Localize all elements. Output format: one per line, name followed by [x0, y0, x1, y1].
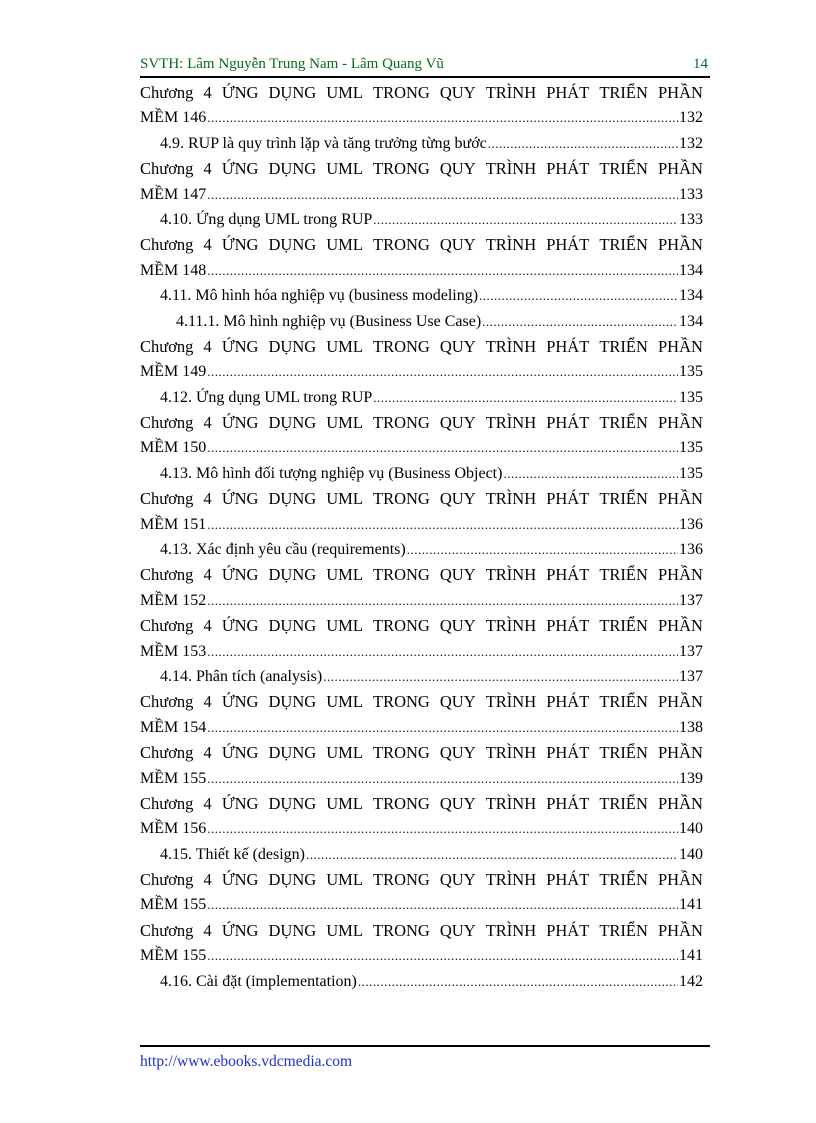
- toc-chapter-word: TRONG: [372, 159, 430, 179]
- toc-section-entry[interactable]: [140, 461, 703, 486]
- toc-page-number: 136: [679, 515, 703, 533]
- toc-chapter-word: TRÌNH: [485, 870, 537, 890]
- toc-chapter-word: PHÁT: [546, 870, 590, 890]
- header-author: SVTH: Lâm Nguyễn Trung Nam - Lâm Quang Vũ: [140, 56, 444, 72]
- toc-chapter-word: PHẦN: [657, 793, 703, 813]
- toc-chapter-word: QUY: [439, 336, 476, 356]
- toc-chapter-word: QUY: [439, 413, 476, 433]
- toc-chapter-word: DỤNG: [268, 870, 317, 890]
- toc-chapter-title: [140, 232, 703, 257]
- toc-chapter-word: TRÌNH: [485, 565, 537, 585]
- toc-chapter-word: 4: [203, 870, 212, 890]
- toc-dot-leader: [207, 435, 678, 460]
- toc-dot-leader: [323, 664, 678, 689]
- toc-chapter-word: PHẦN: [657, 920, 703, 940]
- toc-chapter-entry[interactable]: [140, 791, 703, 842]
- footer-divider: [140, 1045, 710, 1047]
- toc-chapter-continuation: MỀM 152: [140, 591, 207, 609]
- toc-page-number: 135: [679, 388, 703, 406]
- toc-chapter-word: TRIỂN: [599, 489, 648, 509]
- toc-chapter-word: Chương: [140, 565, 194, 585]
- toc-chapter-word: PHẦN: [657, 870, 703, 890]
- toc-chapter-word: 4: [203, 159, 212, 179]
- toc-chapter-word: UML: [326, 870, 363, 890]
- toc-dot-leader: [207, 512, 678, 537]
- toc-chapter-word: PHÁT: [546, 565, 590, 585]
- toc-page-number: 135: [679, 363, 703, 381]
- toc-chapter-entry[interactable]: [140, 689, 703, 740]
- toc-chapter-word: PHẦN: [657, 692, 703, 712]
- toc-chapter-word: Chương: [140, 159, 194, 179]
- page-header: [140, 56, 710, 76]
- toc-page-number: 132: [679, 134, 703, 152]
- toc-chapter-word: DỤNG: [268, 743, 317, 763]
- toc-chapter-word: PHẦN: [657, 235, 703, 255]
- toc-chapter-entry[interactable]: [140, 486, 703, 537]
- toc-chapter-continuation: MỀM 146: [140, 109, 207, 127]
- toc-section-entry[interactable]: [140, 283, 703, 308]
- toc-dot-leader: [207, 588, 678, 613]
- toc-chapter-word: DỤNG: [268, 159, 317, 179]
- toc-dot-leader: [207, 182, 678, 207]
- toc-chapter-word: TRONG: [372, 616, 430, 636]
- toc-chapter-word: TRONG: [372, 743, 430, 763]
- toc-dot-leader: [207, 816, 678, 841]
- toc-chapter-word: UML: [326, 692, 363, 712]
- toc-chapter-title: [140, 562, 703, 587]
- toc-chapter-word: 4: [203, 235, 212, 255]
- toc-chapter-title: [140, 156, 703, 181]
- toc-chapter-word: Chương: [140, 692, 194, 712]
- toc-dot-leader: [207, 943, 678, 968]
- toc-chapter-word: PHÁT: [546, 692, 590, 712]
- toc-chapter-title: [140, 791, 703, 816]
- toc-page-number: 133: [679, 185, 703, 203]
- toc-chapter-word: QUY: [439, 692, 476, 712]
- toc-dot-leader: [207, 893, 678, 918]
- toc-section-entry[interactable]: [140, 664, 703, 689]
- toc-chapter-word: TRIỂN: [599, 743, 648, 763]
- toc-page-number: 141: [679, 896, 703, 914]
- toc-chapter-word: ỨNG: [221, 692, 259, 712]
- toc-chapter-continuation: MỀM 156: [140, 820, 207, 838]
- toc-chapter-word: 4: [203, 616, 212, 636]
- toc-chapter-word: PHÁT: [546, 159, 590, 179]
- toc-chapter-word: TRIỂN: [599, 793, 648, 813]
- toc-chapter-word: ỨNG: [221, 159, 259, 179]
- toc-chapter-word: TRONG: [372, 565, 430, 585]
- toc-chapter-continuation: MỀM 151: [140, 515, 207, 533]
- toc-chapter-word: Chương: [140, 793, 194, 813]
- toc-page-number: 136: [679, 541, 703, 559]
- toc-chapter-word: QUY: [439, 235, 476, 255]
- toc-chapter-word: ỨNG: [221, 616, 259, 636]
- toc-section-title: 4.10. Ứng dụng UML trong RUP: [160, 210, 373, 228]
- toc-chapter-title: [140, 689, 703, 714]
- table-of-contents: [140, 80, 703, 994]
- toc-page-number: 135: [679, 464, 703, 482]
- toc-page-number: 135: [679, 439, 703, 457]
- toc-chapter-word: 4: [203, 793, 212, 813]
- toc-chapter-word: Chương: [140, 336, 194, 356]
- toc-chapter-word: PHẦN: [657, 413, 703, 433]
- toc-dot-leader: [207, 766, 678, 791]
- toc-chapter-word: QUY: [439, 489, 476, 509]
- toc-chapter-word: TRÌNH: [485, 489, 537, 509]
- toc-chapter-entry[interactable]: [140, 232, 703, 283]
- toc-page-number: 140: [679, 820, 703, 838]
- toc-chapter-entry[interactable]: [140, 918, 703, 969]
- toc-chapter-word: PHÁT: [546, 489, 590, 509]
- toc-chapter-word: Chương: [140, 489, 194, 509]
- toc-chapter-entry[interactable]: [140, 562, 703, 613]
- toc-chapter-continuation: MỀM 153: [140, 642, 207, 660]
- toc-chapter-word: 4: [203, 692, 212, 712]
- toc-section-title: 4.14. Phân tích (analysis): [160, 667, 323, 685]
- toc-chapter-word: TRÌNH: [485, 83, 537, 102]
- toc-chapter-title: [140, 486, 703, 511]
- toc-dot-leader: [358, 969, 678, 994]
- toc-chapter-word: QUY: [439, 793, 476, 813]
- toc-chapter-word: TRONG: [372, 793, 430, 813]
- toc-chapter-word: ỨNG: [221, 920, 259, 940]
- toc-chapter-entry[interactable]: [140, 867, 703, 918]
- toc-chapter-word: DỤNG: [268, 793, 317, 813]
- toc-chapter-continuation: MỀM 150: [140, 439, 207, 457]
- toc-section-title: 4.13. Mô hình đối tượng nghiệp vụ (Business Object): [160, 464, 503, 482]
- toc-chapter-word: QUY: [439, 159, 476, 179]
- toc-chapter-word: TRÌNH: [485, 235, 537, 255]
- toc-chapter-word: TRIỂN: [599, 920, 648, 940]
- toc-chapter-word: ỨNG: [221, 83, 259, 102]
- toc-chapter-entry[interactable]: [140, 613, 703, 664]
- toc-chapter-word: ỨNG: [221, 235, 259, 255]
- toc-chapter-word: QUY: [439, 565, 476, 585]
- toc-chapter-word: PHẦN: [657, 743, 703, 763]
- toc-chapter-continuation: MỀM 148: [140, 261, 207, 279]
- toc-chapter-word: TRÌNH: [485, 692, 537, 712]
- toc-section-title: 4.12. Ứng dụng UML trong RUP: [160, 388, 373, 406]
- toc-chapter-word: DỤNG: [268, 336, 317, 356]
- toc-chapter-word: DỤNG: [268, 489, 317, 509]
- toc-dot-leader: [207, 359, 678, 384]
- toc-chapter-word: TRIỂN: [599, 692, 648, 712]
- toc-chapter-word: DỤNG: [268, 920, 317, 940]
- toc-chapter-word: 4: [203, 489, 212, 509]
- toc-chapter-word: ỨNG: [221, 413, 259, 433]
- toc-chapter-word: PHẦN: [657, 565, 703, 585]
- toc-chapter-word: ỨNG: [221, 489, 259, 509]
- toc-chapter-word: UML: [326, 489, 363, 509]
- toc-chapter-word: DỤNG: [268, 616, 317, 636]
- toc-section-entry[interactable]: [140, 385, 703, 410]
- toc-page-number: 133: [679, 210, 703, 228]
- toc-chapter-word: PHÁT: [546, 336, 590, 356]
- toc-page-number: 137: [679, 591, 703, 609]
- toc-chapter-title: [140, 613, 703, 638]
- toc-dot-leader: [482, 309, 678, 334]
- toc-chapter-word: TRÌNH: [485, 413, 537, 433]
- toc-section-title: 4.13. Xác định yêu cầu (requirements): [160, 541, 406, 559]
- toc-chapter-word: TRÌNH: [485, 743, 537, 763]
- toc-chapter-title: [140, 334, 703, 359]
- toc-chapter-word: TRIỂN: [599, 616, 648, 636]
- toc-chapter-word: TRONG: [372, 83, 430, 102]
- toc-chapter-word: Chương: [140, 235, 194, 255]
- toc-chapter-word: TRONG: [372, 920, 430, 940]
- toc-chapter-word: TRIỂN: [599, 565, 648, 585]
- toc-chapter-word: DỤNG: [268, 692, 317, 712]
- toc-dot-leader: [373, 207, 678, 232]
- toc-chapter-title: [140, 740, 703, 765]
- toc-dot-leader: [479, 283, 678, 308]
- toc-chapter-word: DỤNG: [268, 83, 317, 102]
- toc-chapter-title: [140, 80, 703, 105]
- toc-page-number: 142: [679, 972, 703, 990]
- toc-page-number: 134: [679, 287, 703, 305]
- toc-chapter-word: DỤNG: [268, 413, 317, 433]
- toc-dot-leader: [373, 385, 678, 410]
- toc-dot-leader: [488, 131, 678, 156]
- toc-dot-leader: [503, 461, 678, 486]
- toc-section-title: 4.11. Mô hình hóa nghiệp vụ (business modeling): [160, 287, 479, 305]
- toc-chapter-word: QUY: [439, 743, 476, 763]
- toc-chapter-entry[interactable]: [140, 740, 703, 791]
- toc-chapter-entry[interactable]: [140, 334, 703, 385]
- toc-chapter-continuation: MỀM 155: [140, 947, 207, 965]
- toc-dot-leader: [207, 258, 678, 283]
- toc-page-number: 139: [679, 769, 703, 787]
- header-page-number: 14: [693, 56, 708, 72]
- toc-chapter-word: TRIỂN: [599, 870, 648, 890]
- toc-chapter-word: UML: [326, 565, 363, 585]
- toc-section-entry[interactable]: [140, 842, 703, 867]
- toc-chapter-word: TRIỂN: [599, 159, 648, 179]
- toc-section-entry[interactable]: [140, 537, 703, 562]
- toc-chapter-word: ỨNG: [221, 336, 259, 356]
- toc-chapter-title: [140, 867, 703, 892]
- toc-chapter-word: Chương: [140, 616, 194, 636]
- toc-chapter-word: 4: [203, 743, 212, 763]
- toc-chapter-word: UML: [326, 159, 363, 179]
- toc-chapter-word: PHÁT: [546, 616, 590, 636]
- toc-section-title: 4.15. Thiết kế (design): [160, 845, 306, 863]
- toc-chapter-word: TRÌNH: [485, 793, 537, 813]
- toc-chapter-word: TRÌNH: [485, 920, 537, 940]
- toc-chapter-word: TRONG: [372, 870, 430, 890]
- toc-chapter-continuation: MỀM 154: [140, 718, 207, 736]
- toc-dot-leader: [306, 842, 678, 867]
- toc-chapter-word: TRÌNH: [485, 616, 537, 636]
- toc-chapter-word: PHÁT: [546, 793, 590, 813]
- toc-chapter-word: UML: [326, 920, 363, 940]
- toc-chapter-word: 4: [203, 413, 212, 433]
- toc-dot-leader: [207, 715, 678, 740]
- toc-chapter-word: PHẦN: [657, 489, 703, 509]
- toc-chapter-word: 4: [203, 336, 212, 356]
- toc-section-entry[interactable]: [140, 131, 703, 156]
- toc-chapter-word: QUY: [439, 870, 476, 890]
- toc-chapter-word: DỤNG: [268, 235, 317, 255]
- toc-chapter-word: PHÁT: [546, 413, 590, 433]
- toc-page-number: 140: [679, 845, 703, 863]
- toc-chapter-word: 4: [203, 920, 212, 940]
- toc-chapter-word: TRONG: [372, 692, 430, 712]
- toc-chapter-word: ỨNG: [221, 793, 259, 813]
- toc-chapter-word: QUY: [439, 920, 476, 940]
- toc-chapter-word: ỨNG: [221, 743, 259, 763]
- toc-page-number: 141: [679, 947, 703, 965]
- toc-chapter-entry[interactable]: [140, 80, 703, 131]
- toc-chapter-continuation: MỀM 155: [140, 896, 207, 914]
- toc-chapter-word: ỨNG: [221, 565, 259, 585]
- toc-chapter-word: Chương: [140, 83, 194, 102]
- toc-chapter-word: ỨNG: [221, 870, 259, 890]
- toc-chapter-word: Chương: [140, 743, 194, 763]
- toc-chapter-word: QUY: [439, 83, 476, 102]
- toc-section-entry[interactable]: [140, 207, 703, 232]
- toc-section-title: 4.16. Cài đặt (implementation): [160, 972, 357, 990]
- toc-chapter-word: TRÌNH: [485, 336, 537, 356]
- footer-website-link[interactable]: http://www.ebooks.vdcmedia.com: [140, 1053, 353, 1070]
- toc-chapter-continuation: MỀM 149: [140, 363, 207, 381]
- toc-chapter-word: TRIỂN: [599, 413, 648, 433]
- toc-dot-leader: [407, 537, 678, 562]
- header-divider: [140, 76, 710, 78]
- toc-page-number: 138: [679, 718, 703, 736]
- toc-chapter-word: UML: [326, 336, 363, 356]
- toc-page-number: 132: [679, 109, 703, 127]
- toc-dot-leader: [207, 639, 678, 664]
- toc-page-number: 137: [679, 642, 703, 660]
- toc-chapter-word: UML: [326, 413, 363, 433]
- toc-page-number: 134: [679, 261, 703, 279]
- toc-chapter-entry[interactable]: [140, 156, 703, 207]
- toc-chapter-word: QUY: [439, 616, 476, 636]
- toc-chapter-word: PHẦN: [657, 159, 703, 179]
- toc-chapter-word: PHÁT: [546, 235, 590, 255]
- toc-chapter-word: PHÁT: [546, 83, 590, 102]
- toc-chapter-entry[interactable]: [140, 410, 703, 461]
- toc-chapter-word: TRONG: [372, 235, 430, 255]
- toc-chapter-word: DỤNG: [268, 565, 317, 585]
- toc-section-title: 4.11.1. Mô hình nghiệp vụ (Business Use Case): [176, 312, 482, 330]
- toc-dot-leader: [207, 105, 678, 130]
- toc-chapter-word: UML: [326, 235, 363, 255]
- toc-chapter-word: UML: [326, 743, 363, 763]
- toc-page-number: 134: [679, 312, 703, 330]
- toc-chapter-word: UML: [326, 83, 363, 102]
- toc-chapter-word: Chương: [140, 920, 194, 940]
- toc-chapter-word: Chương: [140, 870, 194, 890]
- toc-chapter-word: UML: [326, 793, 363, 813]
- toc-chapter-word: PHẦN: [657, 616, 703, 636]
- toc-chapter-word: TRIỂN: [599, 235, 648, 255]
- toc-chapter-word: TRONG: [372, 413, 430, 433]
- toc-chapter-continuation: MỀM 147: [140, 185, 207, 203]
- toc-chapter-word: Chương: [140, 413, 194, 433]
- toc-chapter-word: PHÁT: [546, 920, 590, 940]
- toc-chapter-word: UML: [326, 616, 363, 636]
- toc-chapter-title: [140, 410, 703, 435]
- toc-chapter-word: TRIỂN: [599, 83, 648, 102]
- toc-chapter-title: [140, 918, 703, 943]
- toc-chapter-word: PHẦN: [657, 336, 703, 356]
- toc-section-entry[interactable]: [140, 309, 703, 334]
- toc-chapter-word: TRIỂN: [599, 336, 648, 356]
- toc-page-number: 137: [679, 667, 703, 685]
- toc-chapter-word: TRONG: [372, 489, 430, 509]
- toc-chapter-word: TRONG: [372, 336, 430, 356]
- toc-chapter-word: 4: [203, 565, 212, 585]
- toc-chapter-word: 4: [203, 83, 212, 102]
- toc-section-entry[interactable]: [140, 969, 703, 994]
- toc-chapter-word: TRÌNH: [485, 159, 537, 179]
- toc-chapter-word: PHẦN: [657, 83, 703, 102]
- toc-chapter-continuation: MỀM 155: [140, 769, 207, 787]
- toc-chapter-word: PHÁT: [546, 743, 590, 763]
- toc-section-title: 4.9. RUP là quy trình lặp và tăng trưởng từng bước: [160, 134, 487, 152]
